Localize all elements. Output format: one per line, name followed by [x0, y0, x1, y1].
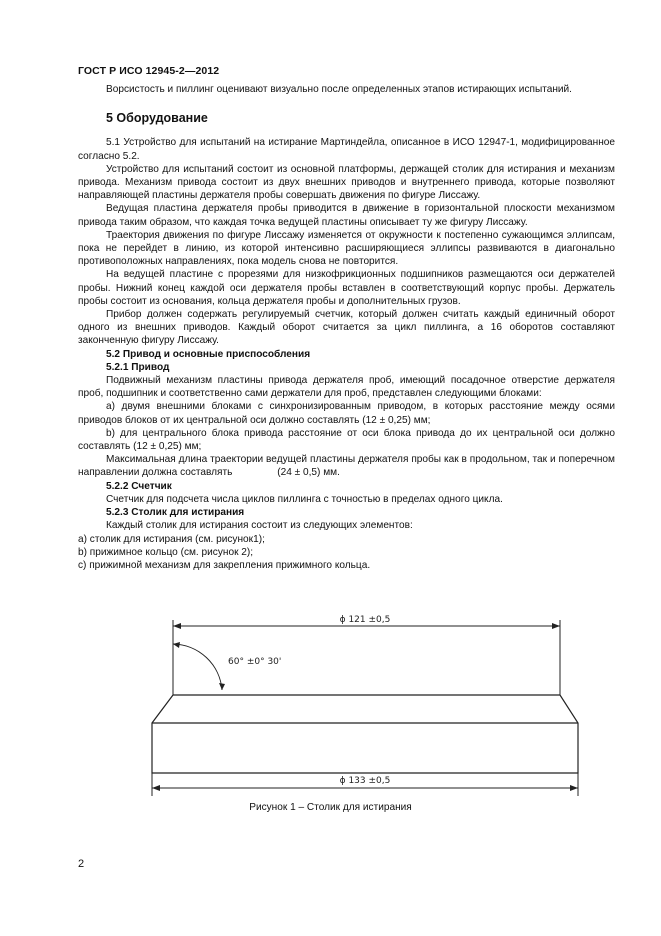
- page-body: [78, 83, 618, 572]
- figure-abrasion-table: [140, 606, 580, 806]
- angle-arc-arrow-top: [173, 642, 180, 648]
- top-dimension-label: ϕ 121 ±0,5: [339, 615, 391, 625]
- table-outline: [152, 695, 578, 773]
- subsection-heading-5-2-3: 5.2.3 Столик для истирания: [106, 507, 245, 519]
- list-item-b: b) для центрального блока привода расстояние от оси блока привода до их центральной оси должно составлять (12 ± 0,25) мм;: [78, 427, 615, 453]
- list-item-table: а) столик для истирания (см. рисунок1);: [78, 533, 265, 545]
- page-number: 2: [78, 858, 85, 870]
- paragraph-max-length: Максимальная длина траектории ведущей пластины держателя пробы как в продольном, так и поперечном направлении должна составлять (24 ± 0,5) мм.: [78, 454, 618, 479]
- bottom-dimension-arrow-left: [152, 785, 160, 791]
- document-header: ГОСТ Р ИСО 12945-2—2012: [78, 65, 220, 77]
- intro-paragraph: Ворсистость и пиллинг оценивают визуально после определенных этапов истирающих испытаний.: [106, 84, 572, 95]
- paragraph-counter-requirement: Прибор должен содержать регулируемый счетчик, который должен считать каждый единичный оборот одного из внешних приводов. Каждый оборот считается за цикл пиллинга, а 16 оборотов составляют законченную фигуру Лиссажу.: [78, 309, 615, 347]
- subsection-heading-5-2-2: 5.2.2 Счетчик: [106, 480, 172, 492]
- paragraph-table-elements: Каждый столик для истирания состоит из следующих элементов:: [106, 520, 413, 532]
- subsection-heading-5-2-1: 5.2.1 Привод: [106, 361, 170, 373]
- list-item-ring: b) прижимное кольцо (см. рисунок 2);: [78, 546, 254, 558]
- top-dimension-arrow-left: [173, 623, 181, 629]
- abrasion-table-drawing: [140, 606, 580, 806]
- section-heading-equipment: 5 Оборудование: [106, 111, 208, 126]
- angle-arc-arrow-bottom: [219, 683, 225, 690]
- bottom-dimension-arrow-right: [570, 785, 578, 791]
- paragraph-counter: Счетчик для подсчета числа циклов пиллинга с точностью в пределах одного цикла.: [106, 493, 503, 505]
- paragraph-5-1: 5.1 Устройство для испытаний на истирание Мартиндейла, описанное в ИСО 12947-1, модифицированное согласно 5.2.: [78, 137, 615, 162]
- paragraph-device-structure: Устройство для испытаний состоит из основной платформы, держащей столик для истирания и механизм привода. Механизм привода состоит из двух внешних приводов и внутреннего привода, которые позволяют направляющей пластины держателя пробы совершать движения по фигуре Лиссажу.: [78, 163, 615, 202]
- bottom-dimension-label: ϕ 133 ±0,5: [339, 776, 391, 786]
- subsection-heading-5-2: 5.2 Привод и основные приспособления: [106, 348, 311, 360]
- angle-arc: [173, 644, 222, 690]
- paragraph-drive-blocks: Подвижный механизм пластины привода держателя проб, имеющий посадочное отверстие держателя проб, подшипник и соответственно сами держатели для проб, представлен следующими блоками:: [78, 375, 615, 400]
- list-item-mechanism: c) прижимной механизм для закрепления прижимного кольца.: [78, 559, 371, 571]
- paragraph-lissajous: Траектория движения по фигуре Лиссажу изменяется от окружности к постепенно сужающимся эллипсам, пока не перейдет в линию, из которой интенсивно расширяющиеся эллипсы развиваются в диагонально противоположных направлениях, пока модель снова не повторится.: [78, 229, 615, 268]
- top-dimension-arrow-right: [552, 623, 560, 629]
- paragraph-lead-plate: Ведущая пластина держателя пробы приводится в движение в горизонтальной плоскости механизмом привода таким образом, что каждая точка ведущей пластины описывает ту же фигуру Лиссажу.: [78, 203, 615, 228]
- list-item-a: а) двумя внешними блоками с синхронизированным приводом, в которых расстояние между осями приводов блоков от их центральной оси должно составлять (12 ± 0,25) мм;: [78, 401, 615, 426]
- paragraph-sample-holders: На ведущей пластине с прорезями для низкофрикционных подшипников размещаются оси держателей пробы. Нижний конец каждой оси держателя пробы вставлен в соответствующий корпус пробы. Держатель пробы состоит из основания, кольца держателя пробы и дополнительных грузов.: [78, 269, 615, 307]
- angle-label: 60° ±0° 30': [228, 657, 282, 667]
- figure-caption: Рисунок 1 – Столик для истирания: [249, 802, 412, 813]
